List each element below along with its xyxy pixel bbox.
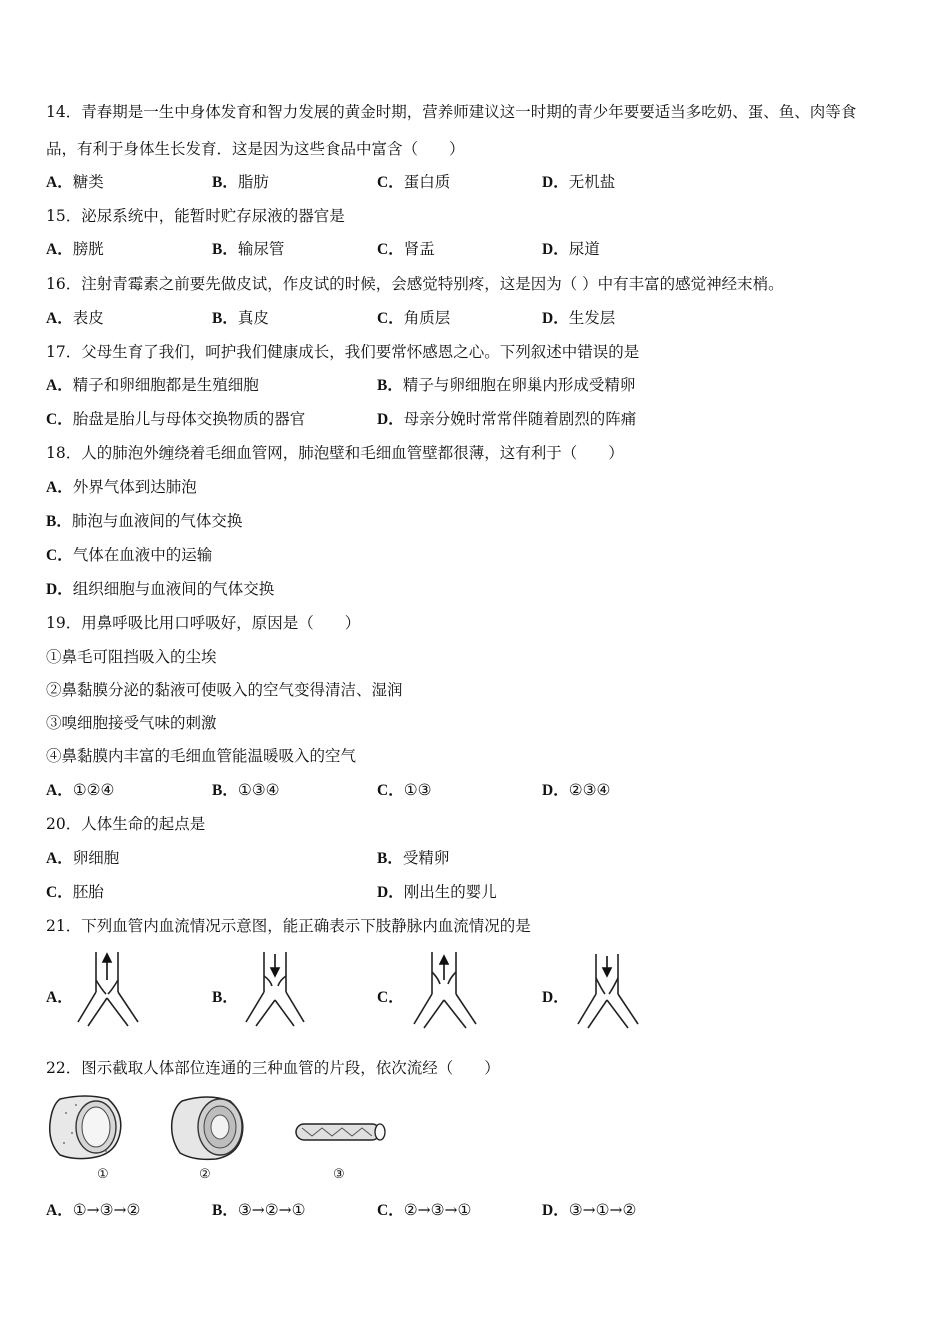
option-label: B． — [377, 850, 403, 867]
option-text: ①②④ — [72, 781, 115, 799]
option-label: D． — [377, 411, 404, 428]
option-label: D． — [542, 1202, 569, 1219]
option-label: B． — [212, 174, 238, 191]
vein-diagram-a — [74, 950, 144, 1030]
option-label: C． — [377, 241, 404, 258]
q14-stem-line2: 品，有利于身体生长发育．这是因为这些食品中富含（ ） — [46, 140, 465, 158]
q16-option-b[interactable] — [212, 308, 269, 329]
q20-option-c[interactable] — [46, 882, 104, 903]
option-text: ②③④ — [568, 781, 611, 799]
option-label: A． — [46, 989, 73, 1006]
q21-option-c[interactable] — [377, 987, 404, 1008]
q21-option-b[interactable] — [212, 987, 238, 1008]
q19-item-4: ④鼻黏膜内丰富的毛细血管能温暖吸入的空气 — [46, 747, 357, 765]
option-label: A． — [46, 479, 73, 496]
option-label: D． — [542, 174, 569, 191]
q18-option-d[interactable] — [46, 579, 274, 600]
vein-diagram-d — [574, 952, 644, 1032]
q15-option-b[interactable] — [212, 239, 284, 260]
option-text: 组织细胞与血液间的气体交换 — [72, 580, 275, 598]
flow-arrow-down-icon — [603, 956, 611, 976]
option-text: 真皮 — [237, 309, 269, 327]
option-label: B． — [377, 377, 403, 394]
option-text: 外界气体到达肺泡 — [72, 478, 197, 496]
flow-arrow-up-icon — [103, 954, 111, 980]
option-label: A． — [46, 377, 73, 394]
option-text: 刚出生的婴儿 — [403, 883, 497, 901]
option-label: C． — [46, 547, 73, 564]
option-text: 胚胎 — [72, 883, 104, 901]
option-text: 肾盂 — [403, 240, 435, 258]
q16-stem: 16．注射青霉素之前要先做皮试，作皮试的时候，会感觉特别疼，这是因为（ ）中有丰富的感觉神经末梢。 — [46, 275, 784, 293]
option-label: D． — [46, 581, 73, 598]
option-label: C． — [46, 884, 73, 901]
option-text: ①③④ — [237, 781, 280, 799]
q22-option-c[interactable] — [377, 1200, 471, 1221]
q15-option-d[interactable] — [542, 239, 600, 260]
q20-option-a[interactable] — [46, 848, 119, 869]
option-text: 无机盐 — [568, 173, 616, 191]
option-label: C． — [377, 310, 404, 327]
option-text: ③→②→① — [237, 1201, 306, 1219]
q14-option-c[interactable] — [377, 172, 450, 193]
option-label: A． — [46, 241, 73, 258]
q16-option-d[interactable] — [542, 308, 615, 329]
flow-arrow-up-icon — [440, 956, 448, 980]
option-label: B． — [212, 241, 238, 258]
option-text: 卵细胞 — [72, 849, 120, 867]
q19-option-c[interactable] — [377, 780, 432, 801]
option-label: B． — [46, 513, 72, 530]
flow-arrow-down-icon — [271, 954, 279, 976]
q15-option-a[interactable] — [46, 239, 104, 260]
q16-option-c[interactable] — [377, 308, 450, 329]
q14-option-a[interactable] — [46, 172, 104, 193]
q14-stem-line1: 14．青春期是一生中身体发育和智力发展的黄金时期，营养师建议这一时期的青少年要要适当多吃奶、蛋、鱼、肉等食 — [46, 103, 857, 121]
q19-item-1: ①鼻毛可阻挡吸入的尘埃 — [46, 648, 217, 666]
capillary-segment-image — [292, 1118, 388, 1148]
option-text: 表皮 — [72, 309, 104, 327]
caption-2: ② — [199, 1167, 211, 1182]
option-text: 气体在血液中的运输 — [72, 546, 213, 564]
artery-segment-image — [46, 1093, 126, 1163]
option-text: ③→①→② — [568, 1201, 637, 1219]
option-label: A． — [46, 174, 73, 191]
option-label: D． — [542, 241, 569, 258]
q20-stem: 20．人体生命的起点是 — [46, 815, 206, 833]
q14-option-b[interactable] — [212, 172, 269, 193]
q17-option-a[interactable] — [46, 375, 259, 396]
q18-stem: 18．人的肺泡外缠绕着毛细血管网，肺泡壁和毛细血管壁都很薄，这有利于（ ） — [46, 444, 624, 462]
q17-option-c[interactable] — [46, 409, 305, 430]
option-text: ②→③→① — [403, 1201, 472, 1219]
vein-segment-image — [168, 1093, 248, 1163]
option-text: 肺泡与血液间的气体交换 — [71, 512, 243, 530]
q20-option-b[interactable] — [377, 848, 449, 869]
q19-stem: 19．用鼻呼吸比用口呼吸好，原因是（ ） — [46, 614, 361, 632]
q21-option-d[interactable] — [542, 987, 569, 1008]
q18-option-b[interactable] — [46, 511, 242, 532]
option-text: 角质层 — [403, 309, 451, 327]
q19-item-2: ②鼻黏膜分泌的黏液可使吸入的空气变得清洁、湿润 — [46, 681, 403, 699]
option-text: 精子与卵细胞在卵巢内形成受精卵 — [402, 376, 636, 394]
q15-stem: 15．泌尿系统中，能暂时贮存尿液的器官是 — [46, 207, 345, 225]
option-text: ①③ — [403, 781, 432, 799]
option-text: 母亲分娩时常常伴随着剧烈的阵痛 — [403, 410, 637, 428]
q17-stem: 17．父母生育了我们，呵护我们健康成长，我们要常怀感恩之心。下列叙述中错误的是 — [46, 343, 640, 361]
vein-diagram-c — [408, 950, 482, 1032]
q19-option-a[interactable] — [46, 780, 114, 801]
q17-option-b[interactable] — [377, 375, 635, 396]
q18-option-a[interactable] — [46, 477, 197, 498]
option-label: A． — [46, 1202, 73, 1219]
option-text: 胎盘是胎儿与母体交换物质的器官 — [72, 410, 306, 428]
option-label: A． — [46, 782, 73, 799]
option-label: B． — [212, 782, 238, 799]
option-text: 糖类 — [72, 173, 104, 191]
q19-option-b[interactable] — [212, 780, 280, 801]
option-label: D． — [542, 989, 569, 1006]
option-text: 受精卵 — [402, 849, 450, 867]
q16-option-a[interactable] — [46, 308, 104, 329]
option-text: 膀胱 — [72, 240, 104, 258]
option-label: C． — [377, 989, 404, 1006]
option-text: ①→③→② — [72, 1201, 141, 1219]
q22-stem: 22．图示截取人体部位连通的三种血管的片段，依次流经（ ） — [46, 1059, 500, 1077]
option-label: D． — [542, 310, 569, 327]
q18-option-c[interactable] — [46, 545, 212, 566]
q22-option-b[interactable] — [212, 1200, 306, 1221]
option-text: 脂肪 — [237, 173, 269, 191]
option-label: C． — [377, 174, 404, 191]
option-label: D． — [377, 884, 404, 901]
q20-option-d[interactable] — [377, 882, 497, 903]
q14-option-d[interactable] — [542, 172, 615, 193]
q22-option-d[interactable] — [542, 1200, 636, 1221]
q21-stem: 21．下列血管内血流情况示意图，能正确表示下肢静脉内血流情况的是 — [46, 917, 531, 935]
caption-3: ③ — [333, 1167, 345, 1182]
q19-item-3: ③嗅细胞接受气味的刺激 — [46, 714, 217, 732]
option-label: B． — [212, 989, 238, 1006]
option-label: B． — [212, 1202, 238, 1219]
vein-diagram-b — [240, 950, 310, 1030]
option-text: 输尿管 — [237, 240, 285, 258]
caption-1: ① — [97, 1167, 109, 1182]
option-text: 生发层 — [568, 309, 616, 327]
option-text: 精子和卵细胞都是生殖细胞 — [72, 376, 259, 394]
option-text: 蛋白质 — [403, 173, 451, 191]
option-label: B． — [212, 310, 238, 327]
option-label: A． — [46, 310, 73, 327]
option-label: D． — [542, 782, 569, 799]
q15-option-c[interactable] — [377, 239, 435, 260]
q17-option-d[interactable] — [377, 409, 636, 430]
q21-option-a[interactable] — [46, 987, 73, 1008]
option-text: 尿道 — [568, 240, 600, 258]
option-label: A． — [46, 850, 73, 867]
q19-option-d[interactable] — [542, 780, 610, 801]
option-label: C． — [377, 782, 404, 799]
q22-option-a[interactable] — [46, 1200, 140, 1221]
option-label: C． — [46, 411, 73, 428]
option-label: C． — [377, 1202, 404, 1219]
